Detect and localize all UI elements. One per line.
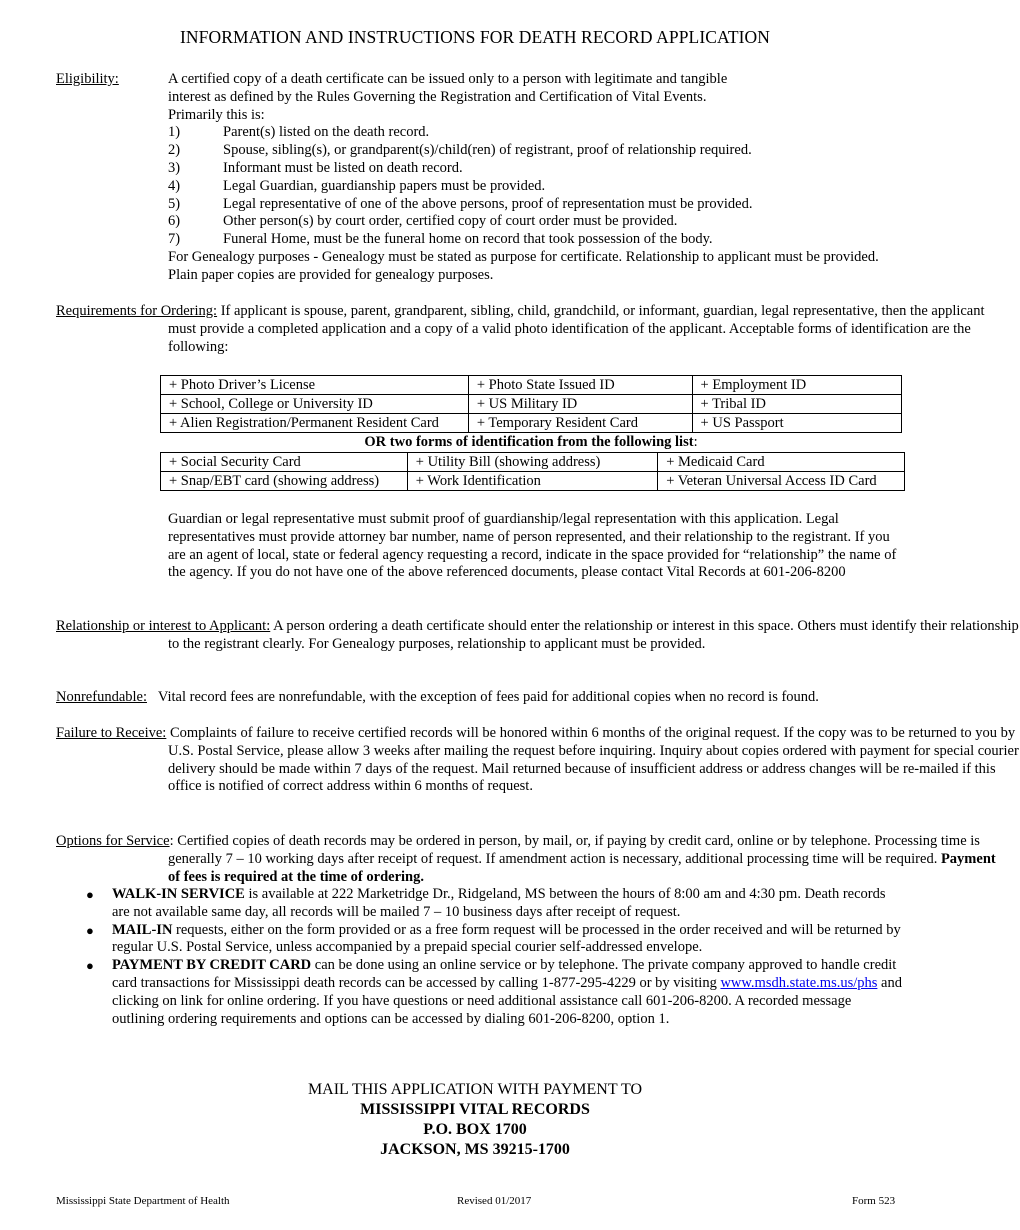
nonrefundable-section <box>56 689 908 707</box>
table-cell: + Snap/EBT card (showing address) <box>161 472 408 491</box>
options-section <box>56 833 998 886</box>
mailing-address-block <box>0 1080 950 1160</box>
table-cell: + Veteran Universal Access ID Card <box>658 472 905 491</box>
page-title: INFORMATION AND INSTRUCTIONS FOR DEATH RECORD APPLICATION <box>179 27 771 47</box>
requirements-section <box>56 303 1008 356</box>
eligibility-intro-3: Primarily this is: <box>168 106 265 123</box>
mail-recipient: MISSISSIPPI VITAL RECORDS <box>360 1101 590 1118</box>
list-item: 7) Funeral Home, must be the funeral home on record that took possession of the body. <box>168 231 713 248</box>
list-item: 4) Legal Guardian, guardianship papers must be provided. <box>168 177 546 194</box>
relationship-text: A person ordering a death certificate should enter the relationship or interest in this space. Others must identify their relationship to the registrant clearly. For Genealogy purposes, relationship to applicant must be provided. <box>168 618 1019 652</box>
table-cell: + US Passport <box>692 414 901 433</box>
footer-form-number: Form 523 <box>852 1195 896 1207</box>
list-item: 3) Informant must be listed on death record. <box>168 159 463 176</box>
list-item: ● WALK-IN SERVICE is available at 222 Marketridge Dr., Ridgeland, MS between the hours of 8:00 am and 4:30 pm. Death records are not available same day, all records will be mailed 7 – 10 business days after receipt of request. <box>86 886 886 920</box>
eligibility-intro-1: A certified copy of a death certificate can be issued only to a person with legitimate and tangible <box>168 71 728 87</box>
id-tables <box>160 375 905 491</box>
list-item: 2) Spouse, sibling(s), or grandparent(s)/child(ren) of registrant, proof of relationship required. <box>168 142 752 159</box>
or-two-forms-heading: OR two forms of identification from the following list: <box>364 434 698 450</box>
requirements-text: If applicant is spouse, parent, grandparent, sibling, child, grandchild, or informant, guardian, legal representative, then the applicant must provide a completed application and a copy of a valid photo identification of the applicant. Acceptable forms of identification are the following: <box>168 303 985 355</box>
list-item: 1) Parent(s) listed on the death record. <box>168 124 430 141</box>
relationship-label: Relationship or interest to Applicant: <box>56 618 271 634</box>
eligibility-intro-2: interest as defined by the Rules Governing the Registration and Certification of Vital Events. <box>168 88 707 105</box>
relationship-section <box>56 618 1020 654</box>
table-cell: + Temporary Resident Card <box>468 414 692 433</box>
secondary-id-table <box>160 452 905 491</box>
genealogy-note: For Genealogy purposes - Genealogy must be stated as purpose for certificate. Relationship to applicant must be provided. Plain paper copies are provided for genealogy purposes. <box>168 248 879 283</box>
requirements-label: Requirements for Ordering: <box>56 303 218 319</box>
table-row <box>161 395 902 414</box>
mail-city-state-zip: JACKSON, MS 39215-1700 <box>380 1141 570 1158</box>
table-cell: + Work Identification <box>407 472 657 491</box>
table-cell: + Tribal ID <box>692 395 901 414</box>
table-cell: + Social Security Card <box>161 453 408 472</box>
options-label: Options for Service <box>56 833 170 849</box>
table-cell: + Alien Registration/Permanent Resident Card <box>161 414 469 433</box>
mail-po-box: P.O. BOX 1700 <box>423 1121 527 1138</box>
list-item: 5) Legal representative of one of the above persons, proof of representation must be provided. <box>168 195 753 212</box>
table-cell: + School, College or University ID <box>161 395 469 414</box>
bullet-icon: ● <box>86 922 94 938</box>
failure-label: Failure to Receive: <box>56 725 167 741</box>
bullet-icon: ● <box>86 958 94 974</box>
payment-required-note: Payment of fees is required at the time of ordering. <box>168 850 996 885</box>
table-cell: + Photo Driver’s License <box>161 376 469 395</box>
photo-id-table <box>160 375 902 433</box>
table-cell: + Utility Bill (showing address) <box>407 453 657 472</box>
nonrefundable-text: Vital record fees are nonrefundable, with the exception of fees paid for additional copies when no record is found. <box>157 689 819 705</box>
msdh-website-link[interactable]: www.msdh.state.ms.us/phs <box>720 974 878 991</box>
table-row <box>161 414 902 433</box>
service-options-list <box>56 886 906 1028</box>
table-cell: + Medicaid Card <box>658 453 905 472</box>
table-row <box>161 453 905 472</box>
list-item: 6) Other person(s) by court order, certified copy of court order must be provided. <box>168 213 678 230</box>
table-row <box>161 376 902 395</box>
table-row <box>161 472 905 491</box>
bullet-icon: ● <box>86 887 94 902</box>
guardian-paragraph: Guardian or legal representative must submit proof of guardianship/legal representation with this application. Legal representatives must provide attorney bar number, name of person represented, and their relationship to the registrant. If you are an agent of local, state or federal agency requesting a record, indicate in the space provided for “relationship” the name of the agency. If you do not have one of the above referenced documents, please contact Vital Records at 601-206-8200 <box>168 511 897 581</box>
table-cell: + Employment ID <box>692 376 901 395</box>
table-cell: + US Military ID <box>468 395 692 414</box>
list-item: ● PAYMENT BY CREDIT CARD can be done using an online service or by telephone. The private company approved to handle credit card transactions for Mississippi death records can be accessed by calling 1-877-295-4229 or by visiting www.msdh.state.ms.us/phs and clicking on link for online ordering. If you have questions or need additional assistance call 601-206-8200. A recorded message outlining ordering requirements and options can be accessed by dialing 601-206-8200, option 1. <box>86 957 902 1027</box>
list-item: ● MAIL-IN requests, either on the form provided or as a free form request will be processed in the order received and will be returned by regular U.S. Postal Service, unless accompanied by a prepaid special courier self-addressed envelope. <box>86 921 901 956</box>
nonrefundable-label: Nonrefundable: <box>56 689 147 705</box>
mail-instruction: MAIL THIS APPLICATION WITH PAYMENT TO <box>307 1081 643 1098</box>
failure-section <box>56 725 1020 796</box>
failure-text: Complaints of failure to receive certified records will be honored within 6 months of the original request. If the copy was to be returned to you by U.S. Postal Service, please allow 3 weeks after mailing the request before inquiring. Inquiry about copies ordered with payment for special courier delivery should be made within 7 days of the request. Mail returned because of insufficient address or address changes will be re-mailed if this office is notified of correct address within 6 months of request. <box>166 725 1019 795</box>
eligibility-label: Eligibility: <box>56 71 119 87</box>
footer-agency: Mississippi State Department of Health <box>56 1195 230 1207</box>
footer-revision: Revised 01/2017 <box>457 1195 532 1207</box>
table-cell: + Photo State Issued ID <box>468 376 692 395</box>
eligibility-section <box>56 71 908 285</box>
options-text: : Certified copies of death records may be ordered in person, by mail, or, if paying by credit card, online or by telephone. Processing time is generally 7 – 10 working days after receipt of request. If amendment action is necessary, additional processing time will be required. <box>168 833 980 867</box>
eligibility-list <box>168 124 908 249</box>
